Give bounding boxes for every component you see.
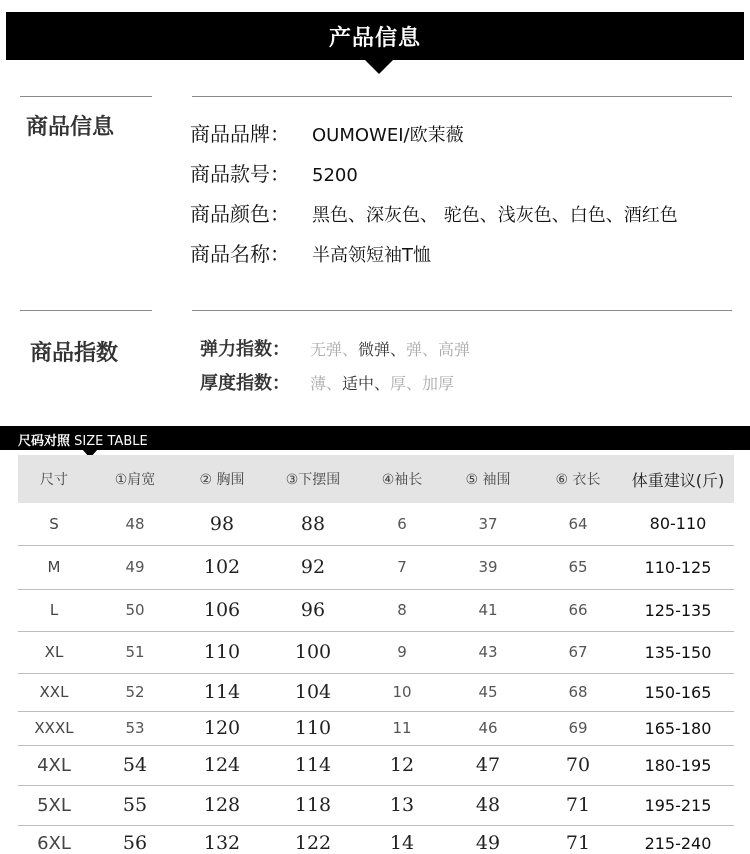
info-key: 商品品牌： — [190, 122, 290, 146]
cell-length: 71 — [534, 825, 622, 854]
thickness-row — [200, 369, 470, 403]
thickness-option: 薄、 — [310, 374, 343, 393]
info-row-name — [190, 238, 678, 278]
cell-sleeve-length: 7 — [362, 545, 442, 589]
col-header-chest: ② 胸围 — [180, 455, 264, 503]
cell-sleeve-length: 8 — [362, 589, 442, 631]
cell-size: L — [18, 589, 90, 631]
cell-chest: 120 — [180, 711, 264, 745]
col-header-shoulder: ①肩宽 — [90, 455, 180, 503]
cell-weight: 80-110 — [622, 503, 734, 545]
cell-sleeve-width: 47 — [442, 745, 534, 785]
cell-sleeve-width: 48 — [442, 785, 534, 825]
cell-shoulder: 52 — [90, 673, 180, 711]
cell-sleeve-length: 12 — [362, 745, 442, 785]
cell-weight: 110-125 — [622, 545, 734, 589]
info-key: 商品款号： — [190, 162, 290, 186]
info-value: 半高领短袖T恤 — [312, 245, 431, 266]
cell-chest: 114 — [180, 673, 264, 711]
info-value: 黑色、深灰色、 驼色、浅灰色、白色、酒红色 — [312, 205, 678, 226]
table-row — [18, 825, 734, 854]
cell-chest: 124 — [180, 745, 264, 785]
table-row — [18, 785, 734, 825]
cell-hem: 88 — [264, 503, 362, 545]
divider — [192, 96, 732, 97]
size-table-label-cn: 尺码对照 — [18, 434, 71, 449]
cell-sleeve-width: 41 — [442, 589, 534, 631]
cell-length: 67 — [534, 631, 622, 673]
cell-weight: 180-195 — [622, 745, 734, 785]
info-value: OUMOWEI/欧茉薇 — [312, 125, 464, 146]
info-key: 商品名称： — [190, 242, 290, 266]
cell-hem: 118 — [264, 785, 362, 825]
cell-weight: 165-180 — [622, 711, 734, 745]
size-table-label-en: SIZE TABLE — [74, 434, 148, 449]
size-table-header — [18, 455, 734, 503]
product-index-list — [200, 335, 470, 403]
cell-sleeve-width: 45 — [442, 673, 534, 711]
cell-hem: 110 — [264, 711, 362, 745]
cell-hem: 122 — [264, 825, 362, 854]
cell-length: 66 — [534, 589, 622, 631]
cell-hem: 96 — [264, 589, 362, 631]
cell-size: S — [18, 503, 90, 545]
table-row — [18, 711, 734, 745]
elasticity-row — [200, 335, 470, 369]
col-header-hem: ③下摆围 — [264, 455, 362, 503]
product-index-title: 商品指数 — [30, 341, 119, 366]
info-row-colors — [190, 198, 678, 238]
cell-sleeve-length: 14 — [362, 825, 442, 854]
cell-hem: 114 — [264, 745, 362, 785]
cell-weight: 195-215 — [622, 785, 734, 825]
cell-sleeve-length: 6 — [362, 503, 442, 545]
cell-weight: 135-150 — [622, 631, 734, 673]
cell-shoulder: 56 — [90, 825, 180, 854]
cell-sleeve-width: 46 — [442, 711, 534, 745]
elasticity-option: 无弹、 — [310, 340, 359, 359]
thickness-options — [310, 371, 454, 394]
cell-length: 71 — [534, 785, 622, 825]
header-banner — [6, 12, 744, 60]
col-header-length: ⑥ 衣长 — [534, 455, 622, 503]
table-row — [18, 503, 734, 545]
thickness-key: 厚度指数： — [200, 373, 290, 394]
elasticity-option: 弹、 — [406, 340, 439, 359]
table-row — [18, 631, 734, 673]
divider — [20, 96, 152, 97]
cell-chest: 106 — [180, 589, 264, 631]
cell-chest: 110 — [180, 631, 264, 673]
header-notch — [364, 59, 394, 74]
cell-weight: 125-135 — [622, 589, 734, 631]
thickness-option: 厚、 — [390, 374, 423, 393]
info-row-model — [190, 158, 678, 198]
cell-length: 68 — [534, 673, 622, 711]
size-table-label — [18, 430, 148, 449]
cell-sleeve-length: 13 — [362, 785, 442, 825]
cell-length: 65 — [534, 545, 622, 589]
info-row-brand — [190, 118, 678, 158]
cell-chest: 128 — [180, 785, 264, 825]
size-table-bar — [0, 426, 750, 450]
info-value: 5200 — [312, 165, 358, 186]
table-row — [18, 545, 734, 589]
cell-weight: 150-165 — [622, 673, 734, 711]
cell-sleeve-width: 39 — [442, 545, 534, 589]
elasticity-option: 高弹 — [438, 340, 471, 359]
col-header-sleeve-length: ④袖长 — [362, 455, 442, 503]
divider — [192, 310, 732, 311]
header-title: 产品信息 — [328, 26, 421, 51]
col-header-size: 尺寸 — [18, 455, 90, 503]
cell-size: M — [18, 545, 90, 589]
cell-sleeve-width: 49 — [442, 825, 534, 854]
cell-shoulder: 51 — [90, 631, 180, 673]
cell-hem: 100 — [264, 631, 362, 673]
divider — [20, 310, 152, 311]
table-row — [18, 673, 734, 711]
cell-sleeve-width: 43 — [442, 631, 534, 673]
cell-sleeve-width: 37 — [442, 503, 534, 545]
thickness-option: 加厚 — [422, 374, 455, 393]
cell-chest: 102 — [180, 545, 264, 589]
elasticity-option-selected: 微弹、 — [358, 340, 407, 359]
cell-size: XL — [18, 631, 90, 673]
cell-shoulder: 53 — [90, 711, 180, 745]
table-row — [18, 745, 734, 785]
cell-size: 5XL — [18, 785, 90, 825]
cell-weight: 215-240 — [622, 825, 734, 854]
cell-size: XXL — [18, 673, 90, 711]
cell-length: 70 — [534, 745, 622, 785]
size-table — [18, 455, 734, 854]
elasticity-key: 弹力指数： — [200, 339, 290, 360]
col-header-weight: 体重建议(斤) — [622, 455, 734, 503]
product-info-title: 商品信息 — [26, 115, 115, 140]
thickness-option-selected: 适中、 — [342, 374, 391, 393]
cell-chest: 132 — [180, 825, 264, 854]
cell-hem: 92 — [264, 545, 362, 589]
cell-sleeve-length: 11 — [362, 711, 442, 745]
cell-sleeve-length: 9 — [362, 631, 442, 673]
cell-size: 6XL — [18, 825, 90, 854]
info-key: 商品颜色： — [190, 202, 290, 226]
cell-chest: 98 — [180, 503, 264, 545]
col-header-sleeve-width: ⑤ 袖围 — [442, 455, 534, 503]
cell-hem: 104 — [264, 673, 362, 711]
elasticity-options — [310, 337, 470, 360]
cell-sleeve-length: 10 — [362, 673, 442, 711]
cell-shoulder: 55 — [90, 785, 180, 825]
product-info-list — [190, 118, 678, 278]
table-row — [18, 589, 734, 631]
cell-length: 69 — [534, 711, 622, 745]
cell-length: 64 — [534, 503, 622, 545]
cell-shoulder: 50 — [90, 589, 180, 631]
cell-shoulder: 54 — [90, 745, 180, 785]
cell-shoulder: 49 — [90, 545, 180, 589]
cell-size: XXXL — [18, 711, 90, 745]
cell-shoulder: 48 — [90, 503, 180, 545]
cell-size: 4XL — [18, 745, 90, 785]
